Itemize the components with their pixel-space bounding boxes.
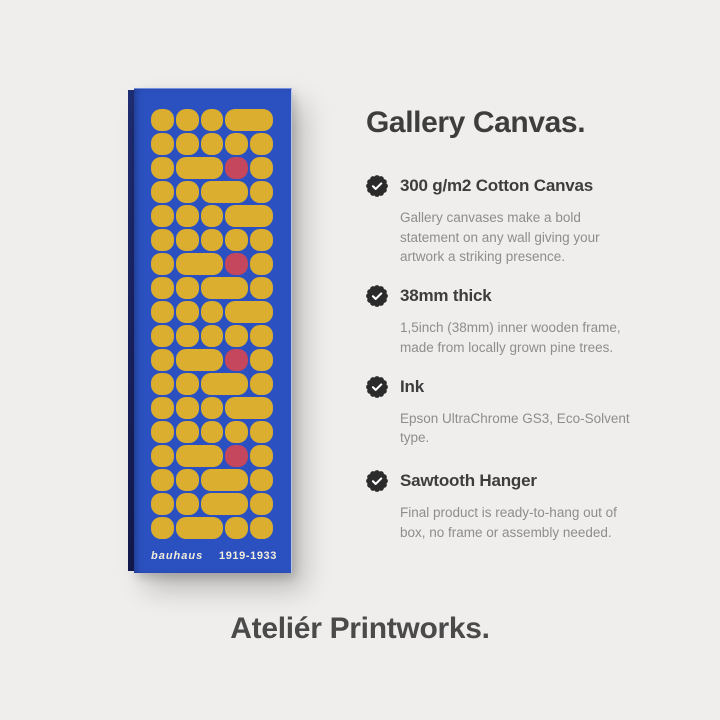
poster-yellow-cell xyxy=(250,421,273,443)
poster-yellow-pill xyxy=(201,277,249,299)
poster-yellow-cell xyxy=(151,517,174,539)
poster-yellow-cell xyxy=(225,229,248,251)
feature-description: 1,5inch (38mm) inner wooden frame, made from locally grown pine trees. xyxy=(400,320,621,355)
feature-thickness xyxy=(366,285,634,357)
poster-yellow-pill xyxy=(201,181,249,203)
poster-yellow-cell xyxy=(151,301,174,323)
poster-yellow-cell xyxy=(250,181,273,203)
poster-yellow-cell xyxy=(250,517,273,539)
canvas-front xyxy=(134,88,292,573)
feature-head xyxy=(366,470,634,492)
product-title: Gallery Canvas. xyxy=(366,106,586,139)
poster-red-cell xyxy=(225,349,248,371)
poster-yellow-cell xyxy=(151,157,174,179)
feature-head xyxy=(366,376,634,398)
poster-red-cell xyxy=(225,445,248,467)
poster-yellow-pill xyxy=(201,469,249,491)
poster-brand: bauhaus xyxy=(151,550,204,562)
poster-yellow-cell xyxy=(151,397,174,419)
poster-yellow-pill xyxy=(201,493,249,515)
poster-yellow-cell xyxy=(250,277,273,299)
product-details xyxy=(366,106,634,560)
poster-yellow-cell xyxy=(176,397,199,419)
poster-yellow-cell xyxy=(250,133,273,155)
poster-yellow-cell xyxy=(151,253,174,275)
poster-yellow-cell xyxy=(151,469,174,491)
poster-yellow-cell xyxy=(151,445,174,467)
check-badge-icon xyxy=(366,376,388,398)
poster-yellow-cell xyxy=(250,373,273,395)
poster-yellow-cell xyxy=(201,133,224,155)
poster-yellow-pill xyxy=(201,373,249,395)
poster-yellow-cell xyxy=(250,325,273,347)
feature-ink xyxy=(366,376,634,448)
poster-red-cell xyxy=(225,157,248,179)
poster-yellow-cell xyxy=(176,181,199,203)
poster-yellow-cell xyxy=(250,229,273,251)
feature-title: Ink xyxy=(400,376,424,396)
poster-yellow-cell xyxy=(176,301,199,323)
poster-yellow-cell xyxy=(151,277,174,299)
poster-yellow-cell xyxy=(201,421,224,443)
feature-description: Final product is ready-to-hang out of box, no frame or assembly needed. xyxy=(400,504,617,540)
poster-yellow-cell xyxy=(176,109,199,131)
poster-yellow-cell xyxy=(250,253,273,275)
poster-grid xyxy=(151,109,273,539)
poster-yellow-cell xyxy=(250,469,273,491)
poster-yellow-pill xyxy=(176,253,224,275)
poster-yellow-pill xyxy=(225,301,273,323)
poster-yellow-pill xyxy=(176,349,224,371)
poster-yellow-cell xyxy=(201,229,224,251)
poster-yellow-pill xyxy=(176,157,224,179)
feature-hanger xyxy=(366,470,634,542)
poster-yellow-cell xyxy=(225,421,248,443)
feature-title: Sawtooth Hanger xyxy=(400,470,537,490)
poster-years: 1919-1933 xyxy=(218,550,277,562)
poster-yellow-cell xyxy=(176,421,199,443)
poster-yellow-pill xyxy=(176,445,224,467)
poster-yellow-cell xyxy=(176,205,199,227)
poster-yellow-pill xyxy=(225,205,273,227)
poster-red-cell xyxy=(225,253,248,275)
poster-yellow-cell xyxy=(151,373,174,395)
poster-yellow-cell xyxy=(176,493,199,515)
poster-yellow-cell xyxy=(250,445,273,467)
poster-caption xyxy=(151,550,277,562)
poster-yellow-cell xyxy=(176,229,199,251)
poster-yellow-cell xyxy=(151,109,174,131)
poster-yellow-cell xyxy=(151,181,174,203)
feature-head xyxy=(366,175,634,197)
check-badge-icon xyxy=(366,470,388,492)
poster-yellow-pill xyxy=(225,397,273,419)
poster-yellow-cell xyxy=(250,493,273,515)
poster-yellow-pill xyxy=(176,517,224,539)
poster-yellow-cell xyxy=(176,277,199,299)
feature-title: 300 g/m2 Cotton Canvas xyxy=(400,176,594,195)
poster-yellow-cell xyxy=(151,133,174,155)
poster-yellow-cell xyxy=(250,349,273,371)
poster-yellow-cell xyxy=(201,109,224,131)
check-badge-icon xyxy=(366,285,388,307)
poster-yellow-cell xyxy=(176,325,199,347)
poster-yellow-cell xyxy=(176,373,199,395)
poster-yellow-cell xyxy=(201,397,224,419)
poster-yellow-cell xyxy=(151,493,174,515)
poster-yellow-cell xyxy=(176,469,199,491)
poster-yellow-cell xyxy=(151,205,174,227)
feature-cotton-canvas xyxy=(366,175,634,267)
poster-yellow-cell xyxy=(201,205,224,227)
poster-yellow-cell xyxy=(151,421,174,443)
poster-yellow-pill xyxy=(225,109,273,131)
poster-yellow-cell xyxy=(151,229,174,251)
feature-head xyxy=(366,285,634,307)
canvas-print-mockup xyxy=(128,88,292,572)
poster-yellow-cell xyxy=(225,517,248,539)
feature-description: Epson UltraChrome GS3, Eco-Solvent type. xyxy=(400,410,630,446)
poster-yellow-cell xyxy=(151,325,174,347)
poster-yellow-cell xyxy=(201,325,224,347)
feature-title: 38mm thick xyxy=(400,286,492,306)
check-badge-icon xyxy=(366,175,388,197)
brand-name: Ateliér Printworks. xyxy=(230,612,490,645)
poster-yellow-cell xyxy=(250,157,273,179)
poster-yellow-cell xyxy=(201,301,224,323)
poster-yellow-cell xyxy=(225,133,248,155)
poster-yellow-cell xyxy=(151,349,174,371)
feature-description: Gallery canvases make a bold statement on any wall giving your artwork a striking presence. xyxy=(400,210,600,265)
poster-yellow-cell xyxy=(176,133,199,155)
poster-yellow-cell xyxy=(225,325,248,347)
